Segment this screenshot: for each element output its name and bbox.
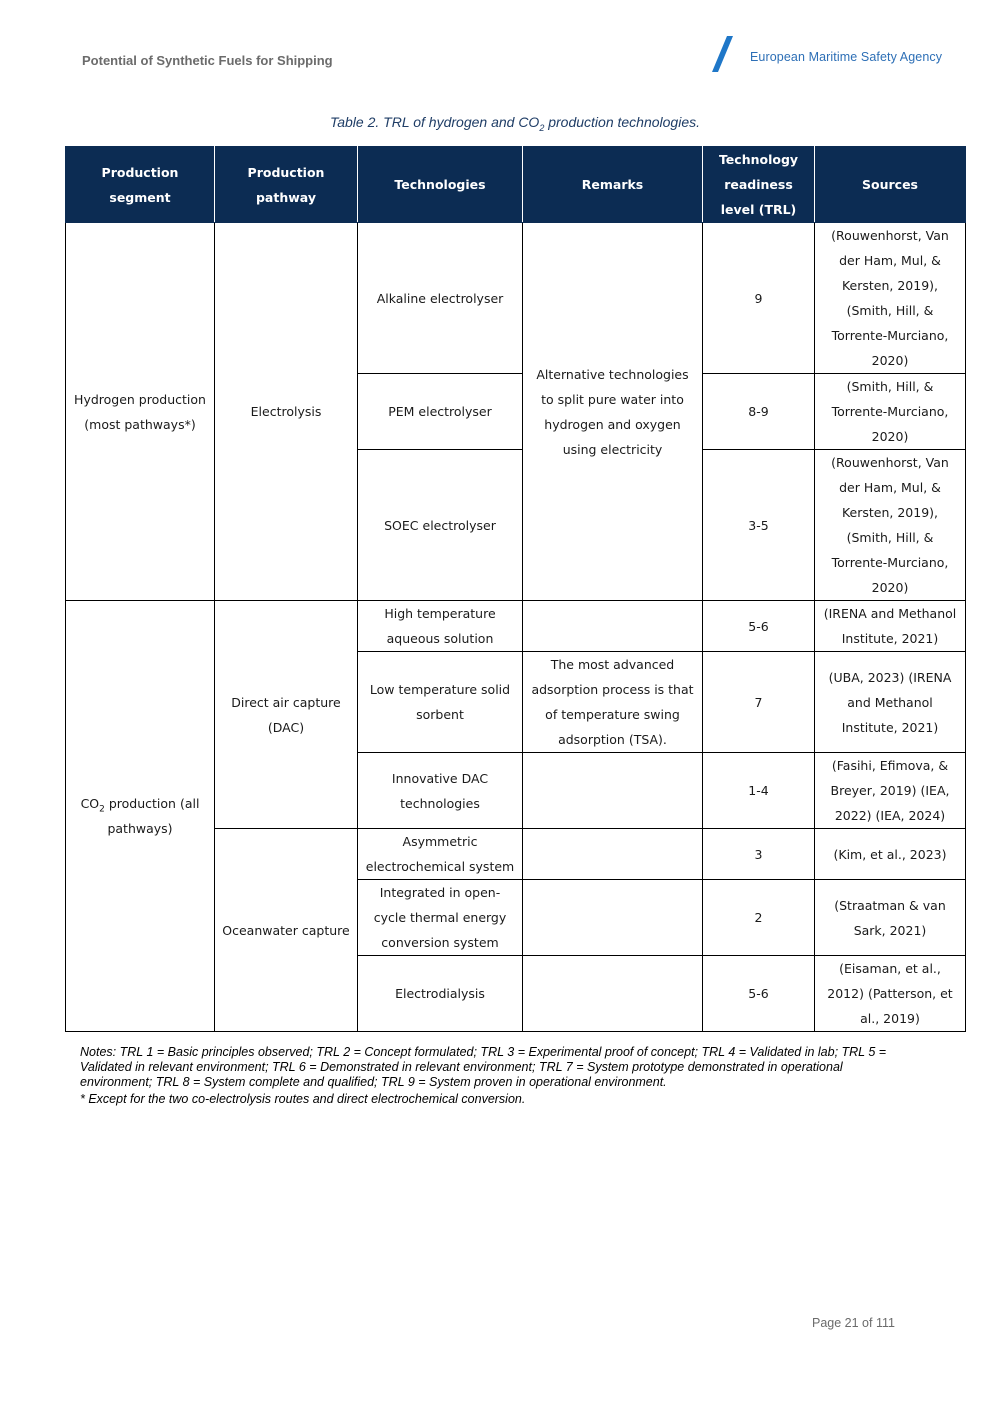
header-production-pathway: Production pathway — [215, 147, 358, 223]
trl-definitions-note: Notes: TRL 1 = Basic principles observed; TRL 2 = Concept formulated; TRL 3 = Experimental proof of concept; TRL 4 = Validated in lab; TRL 5 = Validated in relevant environment; TRL 6 = Demonstrated in relevant environment; TRL 7 = System prototype demonstrated in operational environment; TRL 8 = System complete and qualified; TRL 9 = System proven in operational environment. — [80, 1045, 887, 1089]
remarks-cell — [523, 956, 703, 1032]
trl-cell: 5-6 — [703, 601, 815, 652]
table-caption: Table 2. TRL of hydrogen and $CO_2$ production technologies. — [329, 114, 701, 133]
header-sources: Sources — [815, 147, 966, 223]
technology-cell: Asymmetric electrochemical system — [358, 829, 523, 880]
sources-cell: (Eisaman, et al., 2012) (Patterson, et al., 2019) — [815, 956, 966, 1032]
page-number: Page 21 of 111 — [812, 1316, 895, 1330]
header-technologies: Technologies — [358, 147, 523, 223]
pathway-electrolysis: Electrolysis — [215, 223, 358, 601]
trl-cell: 5-6 — [703, 956, 815, 1032]
technology-cell: Low temperature solid sorbent — [358, 652, 523, 753]
remarks-electrolysis: Alternative technologies to split pure water into hydrogen and oxygen using electricity — [523, 223, 703, 601]
sources-cell: (Rouwenhorst, Van der Ham, Mul, & Kersten, 2019), (Smith, Hill, & Torrente-Murciano, 2020) — [815, 223, 966, 374]
segment-co2: $CO_2$ production (all pathways) — [66, 601, 215, 1032]
document-title: Potential of Synthetic Fuels for Shipping — [82, 53, 333, 68]
remarks-cell — [523, 880, 703, 956]
trl-cell: 8-9 — [703, 374, 815, 450]
remarks-cell — [523, 601, 703, 652]
technology-cell: Electrodialysis — [358, 956, 523, 1032]
trl-table — [65, 146, 966, 1032]
trl-cell: 3 — [703, 829, 815, 880]
sources-cell: (Rouwenhorst, Van der Ham, Mul, & Kersten, 2019), (Smith, Hill, & Torrente-Murciano, 2020) — [815, 450, 966, 601]
table-notes — [80, 1045, 910, 1107]
trl-cell: 7 — [703, 652, 815, 753]
technology-cell: PEM electrolyser — [358, 374, 523, 450]
trl-cell: 3-5 — [703, 450, 815, 601]
sources-cell: (IRENA and Methanol Institute, 2021) — [815, 601, 966, 652]
header-production-segment: Production segment — [66, 147, 215, 223]
pathway-oceanwater: Oceanwater capture — [215, 829, 358, 1032]
table-row — [66, 601, 966, 652]
segment-hydrogen: Hydrogen production (most pathways*) — [66, 223, 215, 601]
remarks-cell: The most advanced adsorption process is that of temperature swing adsorption (TSA). — [523, 652, 703, 753]
agency-name: European Maritime Safety Agency — [750, 50, 943, 64]
technology-cell: Innovative DAC technologies — [358, 753, 523, 829]
sources-cell: (Kim, et al., 2023) — [815, 829, 966, 880]
sources-cell: (UBA, 2023) (IRENA and Methanol Institute, 2021) — [815, 652, 966, 753]
pathway-dac: Direct air capture (DAC) — [215, 601, 358, 829]
header-trl: Technology readiness level (TRL) — [703, 147, 815, 223]
sources-cell: (Fasihi, Efimova, & Breyer, 2019) (IEA, 2022) (IEA, 2024) — [815, 753, 966, 829]
trl-cell: 1-4 — [703, 753, 815, 829]
slash-logo-icon — [711, 36, 735, 72]
technology-cell: Alkaline electrolyser — [358, 223, 523, 374]
remarks-cell — [523, 753, 703, 829]
footnote: * Except for the two co-electrolysis routes and direct electrochemical conversion. — [80, 1092, 526, 1106]
technology-cell: High temperature aqueous solution — [358, 601, 523, 652]
remarks-cell — [523, 829, 703, 880]
trl-cell: 2 — [703, 880, 815, 956]
technology-cell: SOEC electrolyser — [358, 450, 523, 601]
trl-cell: 9 — [703, 223, 815, 374]
table-row — [66, 223, 966, 374]
header-remarks: Remarks — [523, 147, 703, 223]
sources-cell: (Straatman & van Sark, 2021) — [815, 880, 966, 956]
sources-cell: (Smith, Hill, & Torrente-Murciano, 2020) — [815, 374, 966, 450]
table-header-row — [66, 147, 966, 223]
technology-cell: Integrated in open-cycle thermal energy conversion system — [358, 880, 523, 956]
